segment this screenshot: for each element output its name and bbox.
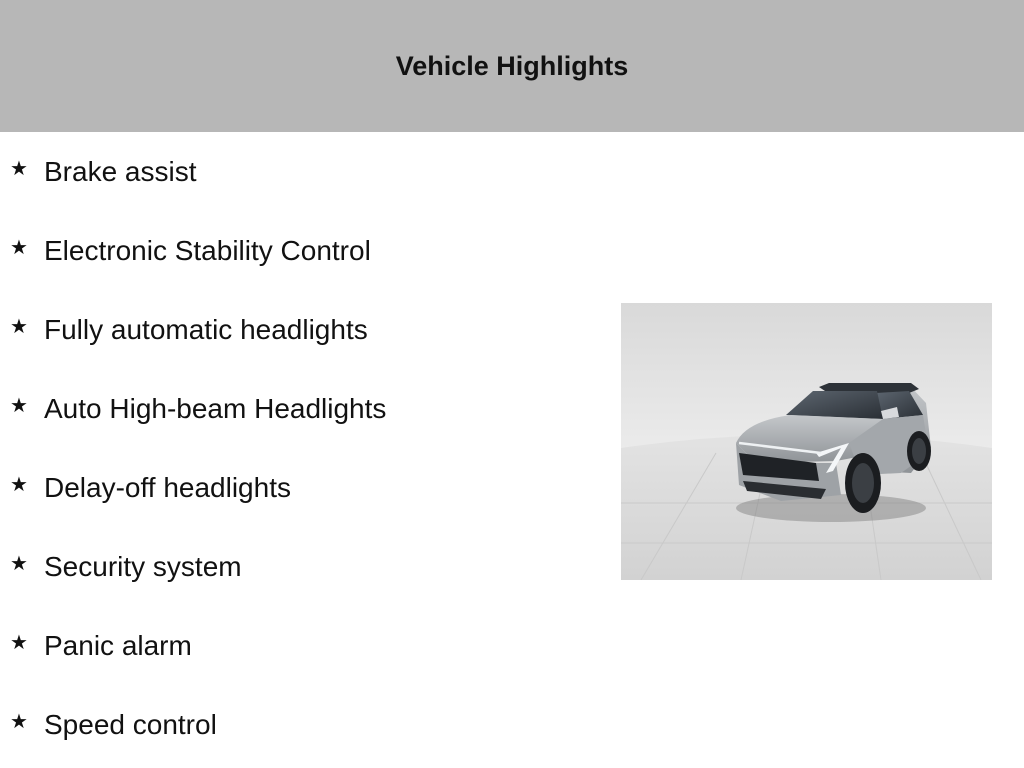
highlight-label: Speed control bbox=[44, 709, 217, 740]
vehicle-photo bbox=[621, 303, 992, 580]
highlight-label: Panic alarm bbox=[44, 630, 192, 661]
highlight-label: Security system bbox=[44, 551, 242, 582]
star-icon: ★ bbox=[10, 393, 28, 417]
star-icon: ★ bbox=[10, 314, 28, 338]
star-icon: ★ bbox=[10, 472, 28, 496]
star-icon: ★ bbox=[10, 235, 28, 259]
highlight-label: Fully automatic headlights bbox=[44, 314, 368, 345]
highlight-label: Electronic Stability Control bbox=[44, 235, 371, 266]
star-icon: ★ bbox=[10, 156, 28, 180]
star-icon: ★ bbox=[10, 709, 28, 733]
page-title: Vehicle Highlights bbox=[395, 50, 629, 81]
header-bar bbox=[0, 0, 1024, 132]
highlight-label: Delay-off headlights bbox=[44, 472, 291, 503]
vehicle-image bbox=[621, 303, 992, 580]
star-icon: ★ bbox=[10, 551, 28, 575]
highlight-label: Brake assist bbox=[44, 156, 197, 187]
star-icon: ★ bbox=[10, 630, 28, 654]
highlight-label: Auto High-beam Headlights bbox=[44, 393, 387, 424]
